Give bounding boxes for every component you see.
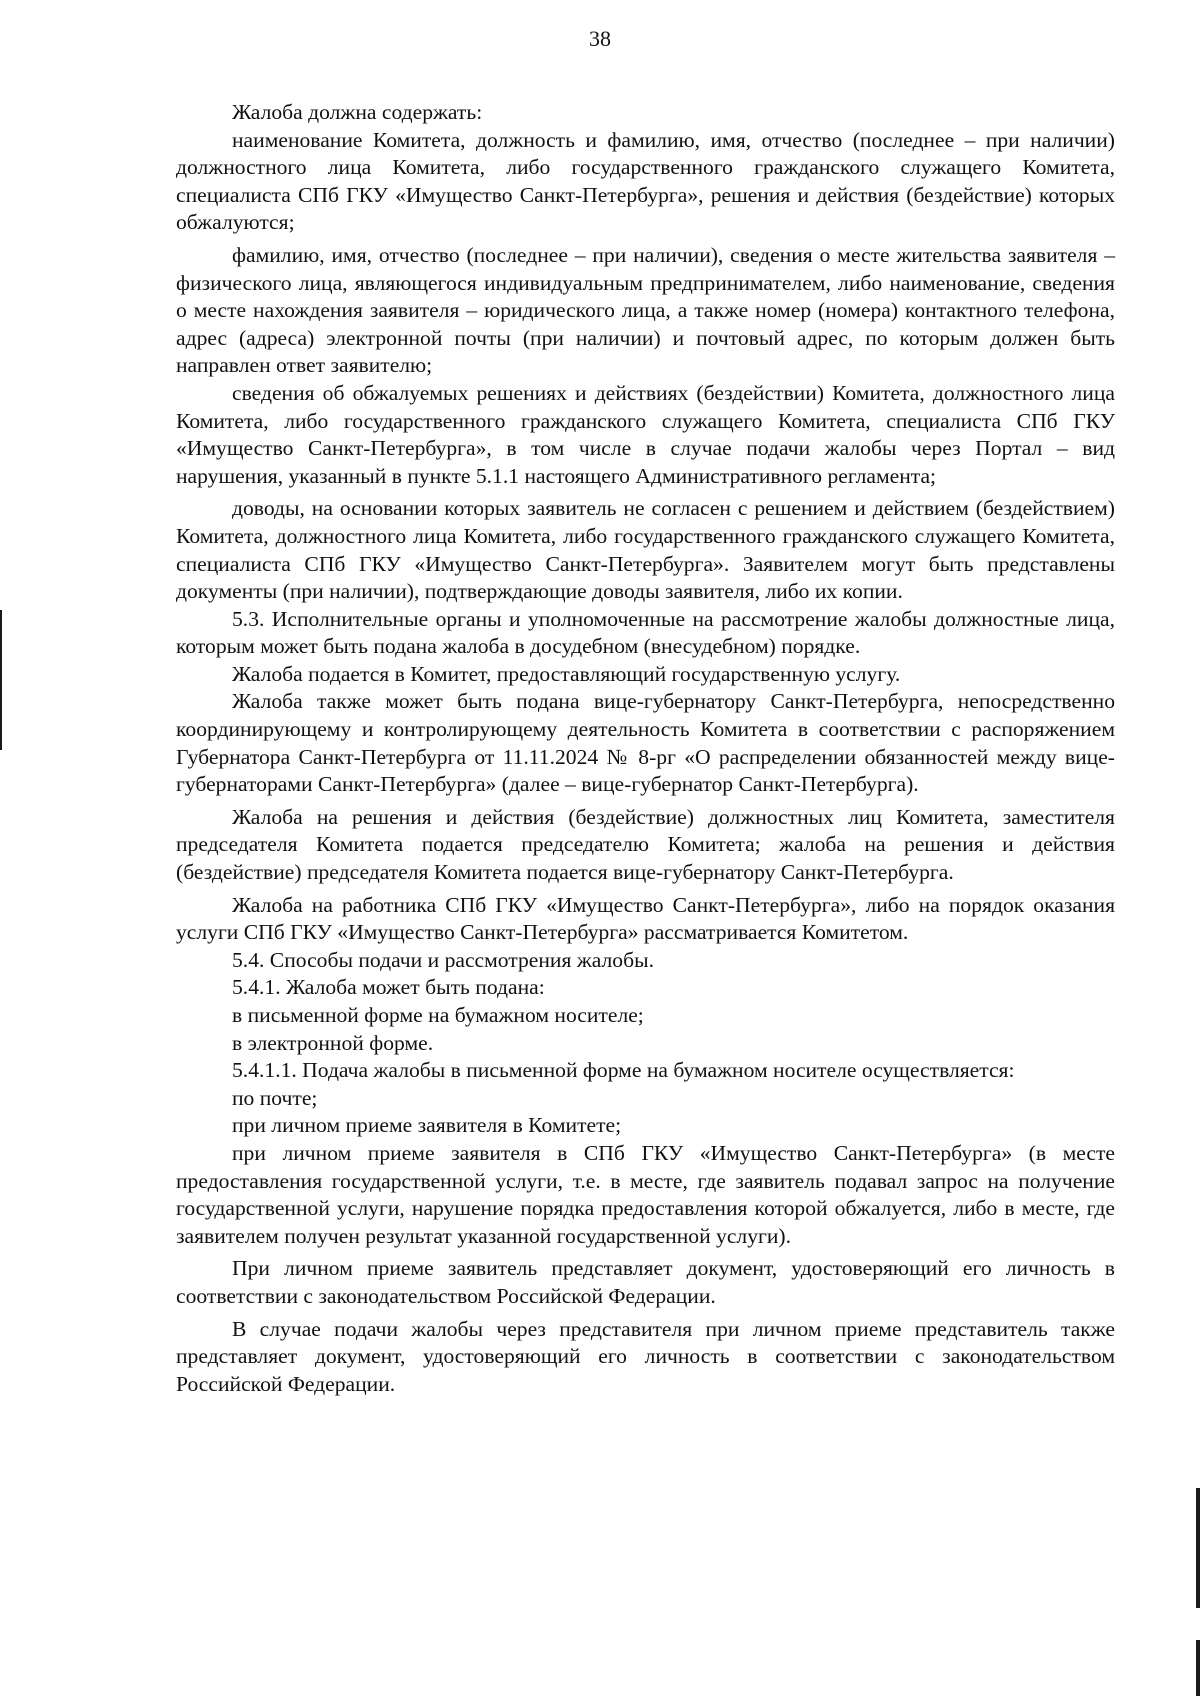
paragraph-identity-document: При личном приеме заявитель представляет документ, удостоверяющий его личность в соответствии с законодательством Российской Федерации. [176, 1256, 1115, 1308]
paragraph-vice-governor: Жалоба также может быть подана вице-губернатору Санкт-Петербурга, непосредственно координирующему и контролирующему деятельность Комитета в соответствии с распоряжением Губернатора Санкт-Петербурга от 11.11.2024 № 8-рг «О распределении обязанностей между вице-губернаторами Санкт-Петербурга» (далее – вице-губернатор Санкт-Петербурга). [176, 689, 1115, 797]
scan-edge-mark [1196, 1640, 1200, 1696]
list-item-by-mail: по почте; [232, 1085, 318, 1110]
paragraph-section-5-3: 5.3. Исполнительные органы и уполномоченные на рассмотрение жалобы должностные лица, которым может быть подана жалоба в досудебном (внесудебном) порядке. [176, 606, 1115, 659]
paragraph-arguments: доводы, на основании которых заявитель не согласен с решением и действием (бездействием) Комитета, должностного лица Комитета, либо государственного гражданского служащего Комитета, специалиста СПб ГКУ «Имущество Санкт-Петербурга». Заявителем могут быть представлены документы (при наличии), подтверждающие доводы заявителя, либо их копии. [176, 496, 1115, 604]
paragraph-gku-employee-complaint: Жалоба на работника СПб ГКУ «Имущество Санкт-Петербурга», либо на порядок оказания услуги СПб ГКУ «Имущество Санкт-Петербурга» рассматривается Комитетом. [176, 892, 1115, 945]
paragraph-submitted-to-committee: Жалоба подается в Комитет, предоставляющий государственную услугу. [232, 661, 901, 686]
paragraph-section-5-4: 5.4. Способы подачи и рассмотрения жалобы. [232, 947, 654, 972]
list-item-reception-committee: при личном приеме заявителя в Комитете; [232, 1113, 622, 1138]
list-item-reception-gku: при личном приеме заявителя в СПб ГКУ «Имущество Санкт-Петербурга» (в месте предоставления государственной услуги, т.е. в месте, где заявитель подавал запрос на получение государственной услуги, нарушение порядка предоставления которой обжалуется, либо в месте, где заявителем получен результат указанной государственной услуги). [176, 1140, 1115, 1248]
paragraph-appealed-decisions: сведения об обжалуемых решениях и действиях (бездействии) Комитета, должностного лица Комитета, либо государственного гражданского служащего Комитета, специалиста СПб ГКУ «Имущество Санкт-Петербурга», в том числе в случае подачи жалобы через Портал – вид нарушения, указанный в пункте 5.1.1 настоящего Административного регламента; [176, 380, 1115, 488]
paragraph-representative: В случае подачи жалобы через представителя при личном приеме представитель также представляет документ, удостоверяющий его личность в соответствии с законодательством Российской Федерации. [176, 1316, 1115, 1396]
scan-edge-mark [1196, 1488, 1200, 1608]
list-item-paper-form: в письменной форме на бумажном носителе; [232, 1003, 644, 1027]
paragraph-complaint-contents-heading: Жалоба должна содержать: [232, 100, 483, 124]
document-body [176, 99, 1115, 1398]
page-number: 38 [589, 26, 611, 51]
paragraph-officials-complaint: Жалоба на решения и действия (бездействие) должностных лиц Комитета, заместителя председателя Комитета подается председателю Комитета; жалоба на решения и действия (бездействие) председателя Комитета подается вице-губернатору Санкт-Петербурга. [176, 804, 1115, 885]
paragraph-section-5-4-1: 5.4.1. Жалоба может быть подана: [232, 975, 545, 1000]
scan-edge-mark [0, 610, 2, 750]
paragraph-applicant-details: фамилию, имя, отчество (последнее – при наличии), сведения о месте жительства заявителя – физического лица, являющегося индивидуальным предпринимателем, либо наименование, сведения о месте нахождения заявителя – юридического лица, а также номер (номера) контактного телефона, адрес (адреса) электронной почты (при наличии) и почтовый адрес, по которым должен быть направлен ответ заявителю; [176, 242, 1115, 378]
list-item-electronic-form: в электронной форме. [232, 1030, 434, 1055]
paragraph-committee-name: наименование Комитета, должность и фамилию, имя, отчество (последнее – при наличии) должностного лица Комитета, либо государственного гражданского служащего Комитета, специалиста СПб ГКУ «Имущество Санкт-Петербурга», решения и действия (бездействие) которых обжалуются; [176, 127, 1115, 235]
paragraph-section-5-4-1-1: 5.4.1.1. Подача жалобы в письменной форме на бумажном носителе осуществляется: [232, 1058, 1015, 1083]
